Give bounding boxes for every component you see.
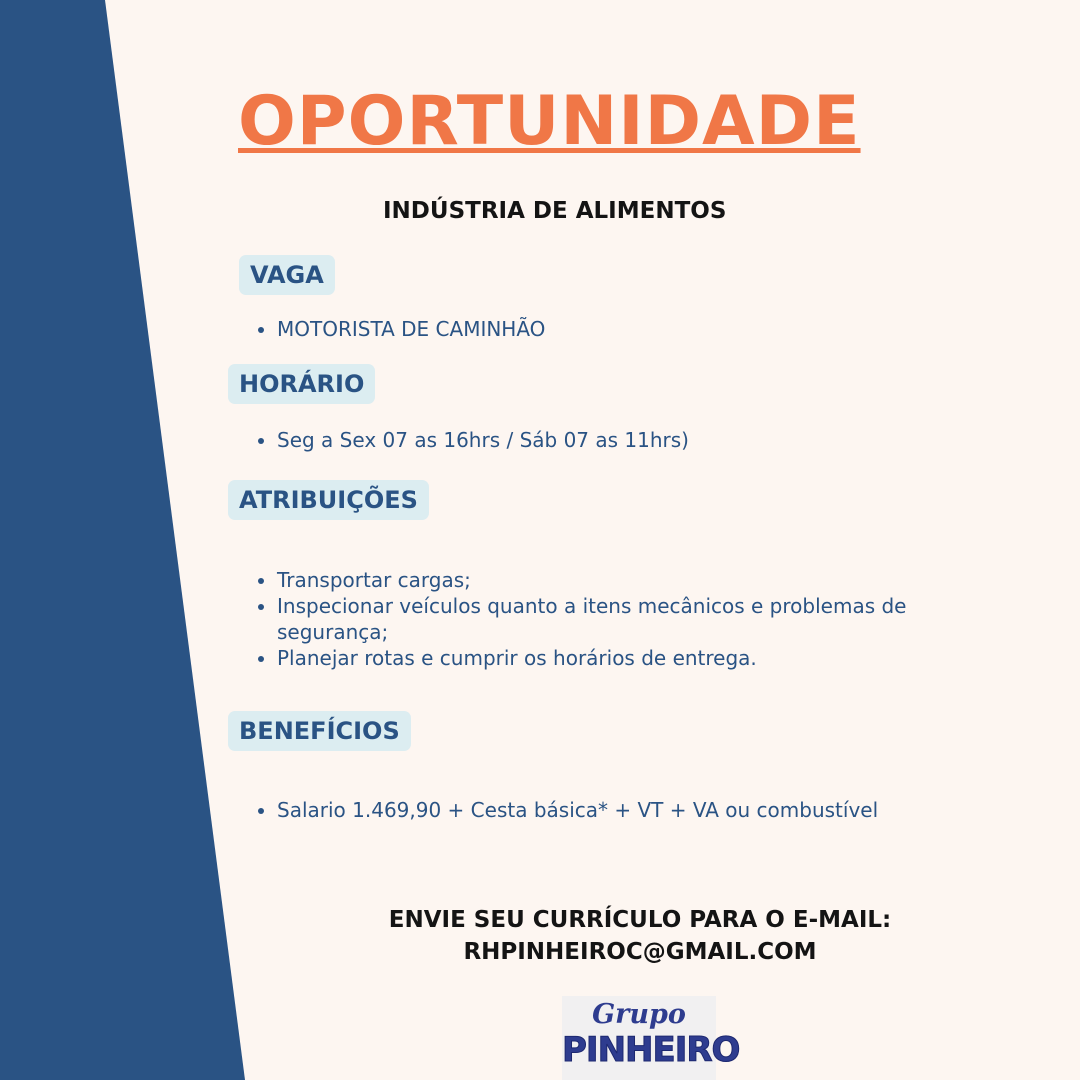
list-item: • Seg a Sex 07 as 16hrs / Sáb 07 as 11hrs) [277,427,689,453]
page-subtitle: INDÚSTRIA DE ALIMENTOS [383,198,727,224]
contact-instruction: ENVIE SEU CURRÍCULO PARA O E-MAIL: [388,907,892,933]
list-item: • Transportar cargas; [277,567,997,593]
logo-bottom-text: PINHEIRO [562,1030,740,1070]
company-logo [562,996,740,1080]
section-label-horario: HORÁRIO [228,364,375,404]
list-item: • Inspecionar veículos quanto a itens mecânicos e problemas de segurança; [277,593,997,645]
section-label-vaga: VAGA [239,255,335,295]
list-vaga [255,316,545,342]
list-atribuicoes [255,567,997,671]
list-item: • Planejar rotas e cumprir os horários de entrega. [277,645,997,671]
list-beneficios [255,797,878,823]
section-label-beneficios: BENEFÍCIOS [228,711,411,751]
list-item: • Salario 1.469,90 + Cesta básica* + VT + VA ou combustível [277,797,878,823]
logo-top-text: Grupo [592,999,686,1030]
page-title: OPORTUNIDADE [238,82,861,161]
list-item: • MOTORISTA DE CAMINHÃO [277,316,545,342]
section-label-atribuicoes: ATRIBUIÇÕES [228,480,429,520]
list-horario [255,427,689,453]
contact-email: RHPINHEIROC@GMAIL.COM [463,939,817,965]
